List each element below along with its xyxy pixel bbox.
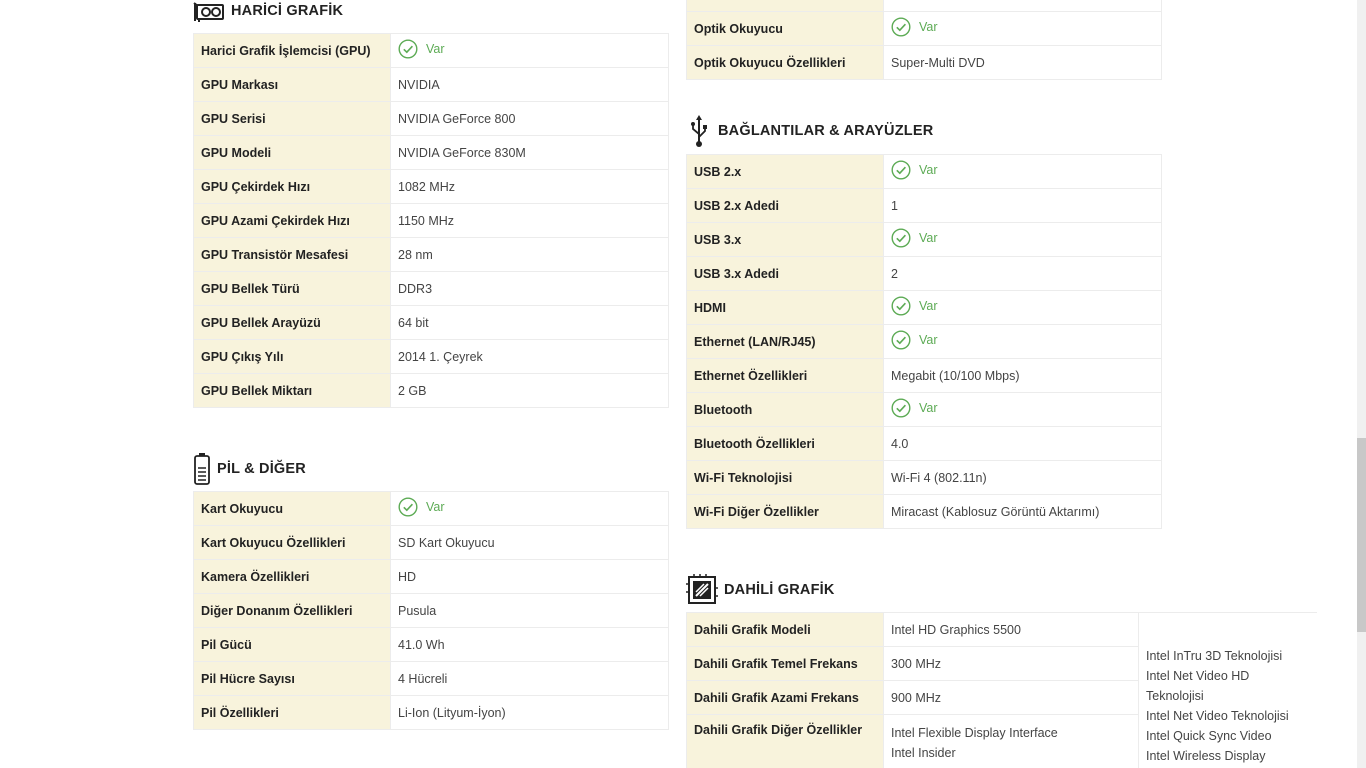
spec-value [391, 34, 669, 68]
availability-text: Var [919, 231, 938, 245]
spec-value: 900 MHz [884, 681, 1139, 715]
check-circle-icon [398, 497, 418, 517]
feature-item: Intel Wireless Display [1146, 749, 1266, 763]
spec-label: Dahili Grafik Azami Frekans [687, 681, 884, 715]
table-row [194, 306, 669, 340]
feature-item: Intel Quick Sync Video [1146, 729, 1272, 743]
table-row [687, 189, 1162, 223]
spec-table [193, 491, 669, 730]
spec-label: Ethernet (LAN/RJ45) [687, 325, 884, 359]
table-row [687, 393, 1162, 427]
graphics-card-icon [193, 0, 225, 22]
spec-label: USB 2.x [687, 155, 884, 189]
spec-label: GPU Modeli [194, 136, 391, 170]
table-row [194, 102, 669, 136]
table-row [687, 495, 1162, 529]
table-row [687, 46, 1162, 80]
table-row [194, 238, 669, 272]
spec-label: HDMI [687, 291, 884, 325]
table-row [194, 170, 669, 204]
section-title: PİL & DİĞER [217, 461, 306, 477]
section-title: DAHİLİ GRAFİK [724, 582, 835, 598]
spec-table [686, 154, 1162, 529]
availability-indicator [891, 296, 938, 316]
spec-label: Wi-Fi Diğer Özellikler [687, 495, 884, 529]
spec-label: USB 3.x Adedi [687, 257, 884, 291]
availability-text: Var [426, 500, 445, 514]
spec-value: NVIDIA GeForce 800 [391, 102, 669, 136]
table-row [687, 257, 1162, 291]
section-pil-diger [193, 452, 669, 730]
chip-icon [686, 574, 718, 606]
spec-label: Dahili Grafik Diğer Özellikler [687, 715, 884, 768]
spec-label: Wi-Fi Teknolojisi [687, 461, 884, 495]
section-harici-grafik [193, 0, 669, 408]
table-row [194, 560, 669, 594]
spec-value-list [1139, 613, 1317, 768]
spec-label: GPU Markası [194, 68, 391, 102]
spec-value [884, 291, 1162, 325]
feature-item: Intel Net Video Teknolojisi [1146, 709, 1289, 723]
table-row [687, 223, 1162, 257]
spec-value: DDR3 [391, 272, 669, 306]
section-title: HARİCİ GRAFİK [231, 3, 344, 19]
table-row [687, 613, 1317, 647]
spec-value: 4.0 [884, 427, 1162, 461]
spec-value: 2 GB [391, 374, 669, 408]
table-row [194, 594, 669, 628]
spec-label: GPU Çekirdek Hızı [194, 170, 391, 204]
spec-label: USB 2.x Adedi [687, 189, 884, 223]
check-circle-icon [891, 330, 911, 350]
section-header [686, 114, 1162, 148]
spec-value [884, 325, 1162, 359]
table-row [194, 492, 669, 526]
spec-table [686, 612, 1317, 768]
spec-label: Ethernet Özellikleri [687, 359, 884, 393]
spec-value [884, 155, 1162, 189]
spec-label: Diğer Donanım Özellikleri [194, 594, 391, 628]
table-row [194, 340, 669, 374]
section-dahili-grafik [686, 573, 1317, 768]
spec-value [391, 492, 669, 526]
spec-label: Kart Okuyucu [194, 492, 391, 526]
spec-table [686, 0, 1162, 80]
check-circle-icon [891, 296, 911, 316]
check-circle-icon [891, 160, 911, 180]
spec-value: 4 Hücreli [391, 662, 669, 696]
check-circle-icon [891, 398, 911, 418]
spec-label: Dahili Grafik Temel Frekans [687, 647, 884, 681]
availability-indicator [891, 330, 938, 350]
spec-value [884, 223, 1162, 257]
spec-value: Super-Multi DVD [884, 46, 1162, 80]
spec-label: GPU Azami Çekirdek Hızı [194, 204, 391, 238]
feature-item: Intel Net Video HD Teknolojisi [1146, 669, 1250, 703]
spec-label: Bluetooth Özellikleri [687, 427, 884, 461]
table-row [687, 12, 1162, 46]
availability-indicator [891, 398, 938, 418]
spec-value: 41.0 Wh [391, 628, 669, 662]
spec-value [884, 393, 1162, 427]
availability-text: Var [919, 299, 938, 313]
availability-text: Var [919, 333, 938, 347]
availability-indicator [891, 228, 938, 248]
availability-indicator [398, 497, 445, 517]
table-row [687, 155, 1162, 189]
table-row [194, 68, 669, 102]
spec-value: 300 MHz [884, 647, 1139, 681]
spec-value: Megabit (10/100 Mbps) [884, 359, 1162, 393]
spec-value: Intel HD Graphics 5500 [884, 613, 1139, 647]
spec-label: Kamera Özellikleri [194, 560, 391, 594]
table-row [687, 461, 1162, 495]
availability-indicator [398, 39, 445, 59]
spec-value: 1150 MHz [391, 204, 669, 238]
table-row [687, 325, 1162, 359]
table-row [194, 696, 669, 730]
section-header [193, 0, 669, 28]
spec-value: 1082 MHz [391, 170, 669, 204]
spec-label: GPU Bellek Arayüzü [194, 306, 391, 340]
check-circle-icon [891, 228, 911, 248]
table-row [687, 0, 1162, 12]
spec-value-list [884, 715, 1139, 768]
table-row [687, 359, 1162, 393]
spec-value: 28 nm [391, 238, 669, 272]
spec-label: Bluetooth [687, 393, 884, 427]
feature-item: Intel Insider [891, 746, 956, 760]
section-header [193, 452, 669, 486]
spec-value: NVIDIA [391, 68, 669, 102]
table-row [194, 34, 669, 68]
spec-value: 64 bit [391, 306, 669, 340]
availability-text: Var [919, 163, 938, 177]
availability-indicator [891, 17, 938, 37]
table-row [687, 427, 1162, 461]
availability-indicator [891, 160, 938, 180]
spec-value: HD [391, 560, 669, 594]
spec-value: 1 [884, 189, 1162, 223]
feature-item: Intel Flexible Display Interface [891, 726, 1058, 740]
table-row [194, 526, 669, 560]
spec-value: Pusula [391, 594, 669, 628]
table-row [194, 204, 669, 238]
table-row [194, 662, 669, 696]
spec-label: Harici Grafik İşlemcisi (GPU) [194, 34, 391, 68]
spec-label: Dahili Grafik Modeli [687, 613, 884, 647]
spec-value: NVIDIA GeForce 830M [391, 136, 669, 170]
spec-label: GPU Bellek Türü [194, 272, 391, 306]
section-baglantilar [686, 114, 1162, 529]
availability-text: Var [426, 42, 445, 56]
table-row [194, 136, 669, 170]
table-row [194, 628, 669, 662]
spec-label: Optik Okuyucu Özellikleri [687, 46, 884, 80]
spec-label: Kart Okuyucu Özellikleri [194, 526, 391, 560]
spec-label: GPU Transistör Mesafesi [194, 238, 391, 272]
spec-value: 2014 1. Çeyrek [391, 340, 669, 374]
availability-text: Var [919, 20, 938, 34]
spec-value: Wi-Fi 4 (802.11n) [884, 461, 1162, 495]
spec-value: SD Kart Okuyucu [391, 526, 669, 560]
spec-value [884, 12, 1162, 46]
scrollbar-track[interactable] [1357, 0, 1366, 768]
spec-label: Optik Okuyucu [687, 12, 884, 46]
section-title: BAĞLANTILAR & ARAYÜZLER [718, 123, 934, 139]
section-optik [686, 0, 1162, 80]
spec-value: Miracast (Kablosuz Görüntü Aktarımı) [884, 495, 1162, 529]
availability-text: Var [919, 401, 938, 415]
spec-label: GPU Serisi [194, 102, 391, 136]
spec-label: Pil Özellikleri [194, 696, 391, 730]
usb-icon [686, 114, 712, 148]
spec-label: GPU Çıkış Yılı [194, 340, 391, 374]
table-row [194, 272, 669, 306]
section-header [686, 573, 1317, 607]
battery-icon [193, 452, 211, 486]
spec-label: Pil Gücü [194, 628, 391, 662]
scrollbar-thumb[interactable] [1357, 438, 1366, 632]
feature-item: Intel InTru 3D Teknolojisi [1146, 649, 1283, 663]
spec-label: GPU Bellek Miktarı [194, 374, 391, 408]
spec-value: Li-Ion (Lityum-İyon) [391, 696, 669, 730]
table-row [687, 291, 1162, 325]
check-circle-icon [891, 17, 911, 37]
table-row [194, 374, 669, 408]
spec-label: Pil Hücre Sayısı [194, 662, 391, 696]
spec-value: 2 [884, 257, 1162, 291]
spec-label: USB 3.x [687, 223, 884, 257]
check-circle-icon [398, 39, 418, 59]
spec-table [193, 33, 669, 408]
